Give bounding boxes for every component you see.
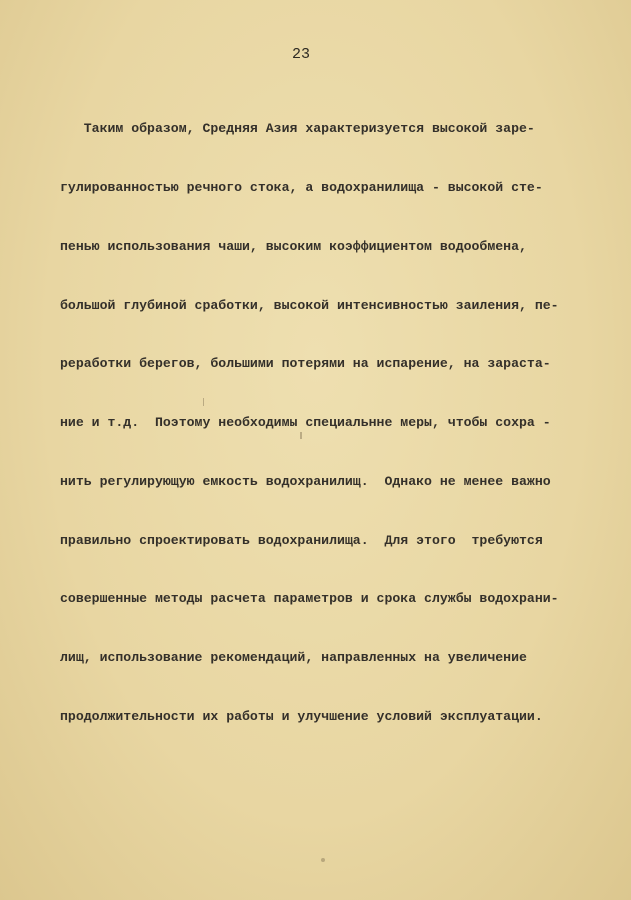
page-number: 23 [292, 46, 311, 63]
paper-speck [203, 398, 204, 406]
text-line: совершенные методы расчета параметров и срока службы водохрани- [60, 591, 559, 607]
paper-speck [321, 858, 325, 862]
body-paragraph [60, 80, 559, 746]
text-line: нить регулирующую емкость водохранилищ. Однако не менее важно [60, 473, 551, 489]
text-line: лищ, использование рекомендаций, направленных на увеличение [60, 650, 527, 666]
text-line: реработки берегов, большими потерями на испарение, на зараста- [60, 356, 551, 372]
text-line: ние и т.д. Поэтому необходимы специальнне меры, чтобы сохра - [60, 415, 551, 431]
text-line: пенью использования чаши, высоким коэффициентом водообмена, [60, 238, 527, 254]
text-line: продолжительности их работы и улучшение условий эксплуатации. [60, 709, 543, 724]
paper-speck [300, 432, 302, 439]
text-line: правильно спроектировать водохранилища. Для этого требуются [60, 532, 543, 548]
text-line: Таким образом, Средняя Азия характеризуется высокой заре- [60, 121, 535, 137]
text-line: большой глубиной сработки, высокой интенсивностью заиления, пе- [60, 297, 559, 313]
text-line: гулированностью речного стока, а водохранилища - высокой сте- [60, 179, 543, 195]
